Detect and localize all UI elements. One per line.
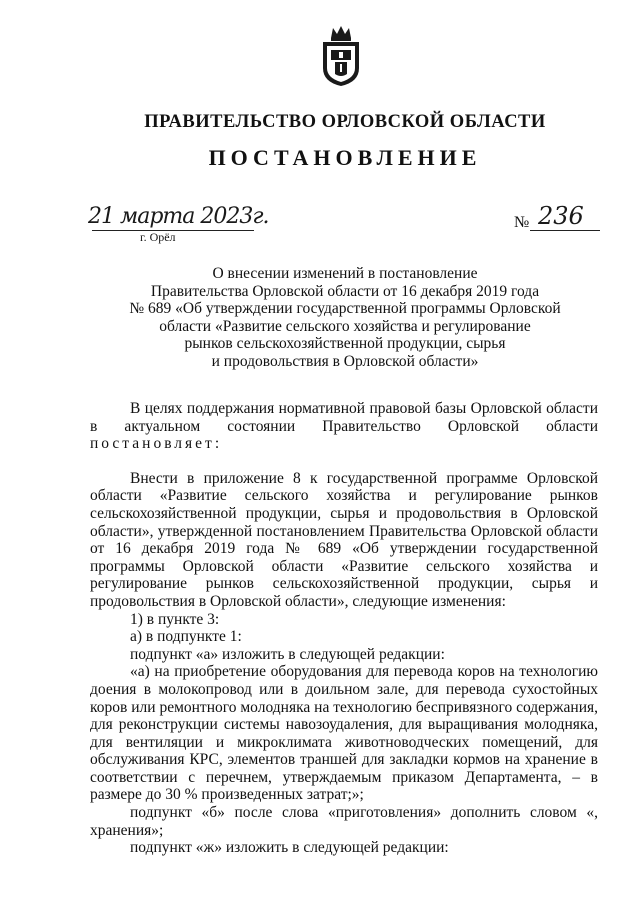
subitem-b: подпункт «б» после слова «приготовления» дополнить словом «, хранения»;	[90, 804, 598, 839]
number-sign: №	[514, 214, 530, 231]
government-title: ПРАВИТЕЛЬСТВО ОРЛОВСКОЙ ОБЛАСТИ	[144, 112, 546, 132]
subitem-a-text: «а) на приобретение оборудования для перевода коров на технологию доения в молокопровод или в доильном зале, для перевода сухостойных коров или ремонтного молодняка на технологию беспривязного содержания, для реконструкции системы навозоудаления, для выращивания молодняка, для вентиляции и микроклимата животноводческих помещений, для обслуживания КРС, элементов траншей для закладки кормов на хранение в соответствии с перечнем, утверждаемым приказом Департамента, – в размере до 30 % произведенных затрат;»;	[90, 663, 598, 804]
intro-text: В целях поддержания нормативной правовой базы Орловской области в актуальном состоянии Правительство Орловской области	[90, 400, 598, 435]
subject-line: рынков сельскохозяйственной продукции, сырья	[184, 335, 506, 352]
document-body	[90, 400, 598, 857]
subject-line: Правительства Орловской области от 16 декабря 2019 года	[150, 282, 540, 300]
document-type: ПОСТАНОВЛЕНИЕ	[208, 145, 482, 170]
item-a: а) в подпункте 1:	[130, 628, 242, 646]
resolves-word: постановляет:	[90, 435, 223, 453]
city-label: г. Орёл	[140, 230, 176, 244]
intro-paragraph	[90, 400, 598, 453]
number-underline	[530, 230, 600, 231]
subject-line: О внесении изменений в постановление	[212, 265, 478, 282]
main-paragraph: Внести в приложение 8 к государственной программе Орловской области «Развитие сельского хозяйства и регулирование рынков сельскохозяйственной продукции, сырья и продовольствия в Орловской области», утвержденной постановлением Правительства Орловской области от 16 декабря 2019 года № 689 «Об утверждении государственной программы Орловской области «Развитие сельского хозяйства и регулирование рынков сельскохозяйственной продукции, сырья и продовольствия в Орловской области», следующие изменения:	[90, 469, 598, 610]
item-1: 1) в пункте 3:	[130, 610, 220, 628]
document-subject	[80, 265, 610, 370]
subitem-a-intro: подпункт «а» изложить в следующей редакции:	[130, 645, 445, 663]
subitem-zh: подпункт «ж» изложить в следующей редакции:	[130, 839, 449, 857]
subject-line: и продовольствия в Орловской области»	[211, 352, 479, 370]
handwritten-number: 236	[538, 202, 584, 230]
handwritten-date: 21 марта 2023г.	[88, 204, 269, 229]
coat-of-arms-icon	[319, 24, 363, 88]
subject-line: № 689 «Об утверждении государственной программы Орловской	[129, 300, 561, 317]
subject-line: области «Развитие сельского хозяйства и регулирование	[159, 317, 531, 335]
